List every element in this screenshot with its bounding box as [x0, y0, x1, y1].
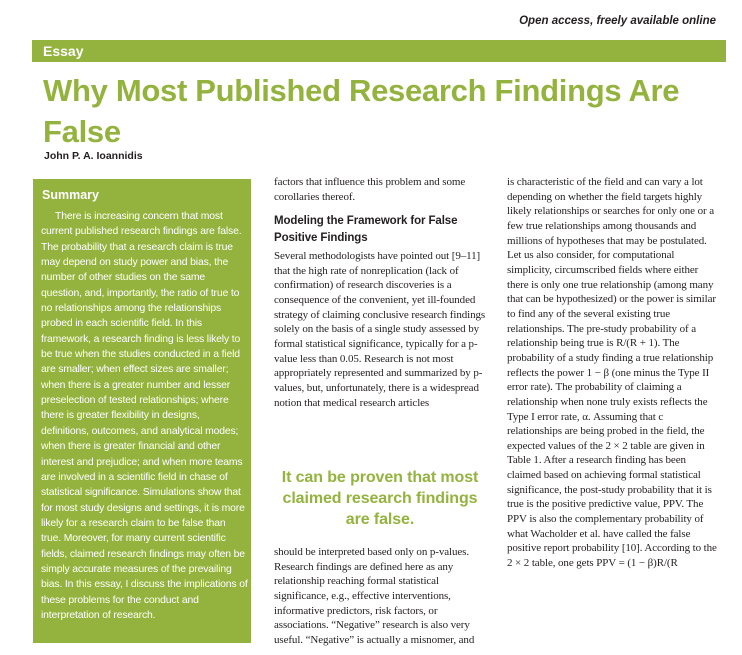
summary-box: [33, 179, 251, 643]
column-2-paragraph-2-block: [274, 545, 486, 655]
column-2-intro: factors that influence this problem and some corollaries thereof.: [274, 176, 466, 203]
column-2-intro-block: [274, 175, 486, 204]
section-subheading: Modeling the Framework for False Positive Findings: [274, 215, 458, 244]
column-2-paragraph-1: Several methodologists have pointed out [9–11] that the high rate of nonreplication (lack of confirmation) of research discoveries is a consequence of the convenient, yet ill-founded strategy of claiming conclusive research findings solely on the basis of a single study assessed by formal statistical significance, typically for a p-value less than 0.05. Research is not most appropriately represented and summarized by p-values, but, unfortunately, there is a widespread notion that medical research articles: [274, 250, 486, 409]
column-3-text: is characteristic of the field and can vary a lot depending on whether the field targets highly likely relationships or searches for only one or a few true relationships among thousands and millions of hypotheses that may be postulated. Let us also consider, for computational simplicity, circumscribed fields where either there is only one true relationship (among many that can be hypothesized) or the power is similar to find any of the several existing true relationships. The pre-study probability of a relationship being true is R/(R + 1). The probability of a study finding a true relationship reflects the power 1 − β (one minus the Type II error rate). The probability of claiming a relationship when none truly exists reflects the Type I error rate, α. Assuming that c relationships are being probed in the field, the expected values of the 2 × 2 table are given in Table 1. After a research finding has been claimed based on achieving formal statistical significance, the post-study probability that it is true is the positive predictive value, PPV. The PPV is also the complementary probability of what Wacholder et al. have called the false positive report probability [10]. According to the 2 × 2 table, one gets PPV = (1 − β)R/(R: [507, 176, 717, 570]
article-author: John P. A. Ioannidis: [44, 150, 143, 162]
body-column-2: [274, 175, 486, 655]
section-label: Essay: [43, 43, 84, 59]
summary-heading: Summary: [42, 188, 99, 202]
column-2-paragraph-1-block: [274, 249, 486, 410]
section-banner: [32, 40, 726, 62]
pull-quote: It can be proven that most claimed research findings are false.: [281, 469, 479, 528]
column-2-paragraph-2: should be interpreted based only on p-values. Research findings are defined here as any relationship reaching formal statistical significance, e.g., effective interventions, informative predictors, risk factors, or associations. “Negative” research is also very useful. “Negative” is actually a misnomer, and: [274, 546, 475, 646]
column-2-subheading-block: [274, 213, 486, 246]
summary-text: There is increasing concern that most current published research findings are false. The probability that a research claim is true may depend on study power and bias, the number of other studies on the same question, and, importantly, the ratio of true to no relationships among the relationships probed in each scientific field. In this framework, a research finding is less likely to be true when the studies conducted in a field are smaller; when effect sizes are smaller; when there is a greater number and lesser preselection of tested relationships; where there is greater flexibility in designs, definitions, outcomes, and analytical modes; when there is greater financial and other interest and prejudice; and when more teams are involved in a scientific field in chase of statistical significance. Simulations show that for most study designs and settings, it is more likely for a research claim to be false than true. Moreover, for many current scientific fields, claimed research findings may often be simply accurate measures of the prevailing bias. In this essay, I discuss the implications of these problems for the conduct and interpretation of research.: [41, 211, 248, 621]
article-title: Why Most Published Research Findings Are False: [43, 73, 680, 149]
open-access-label: Open access, freely available online: [519, 15, 716, 27]
body-column-3: [507, 175, 717, 655]
